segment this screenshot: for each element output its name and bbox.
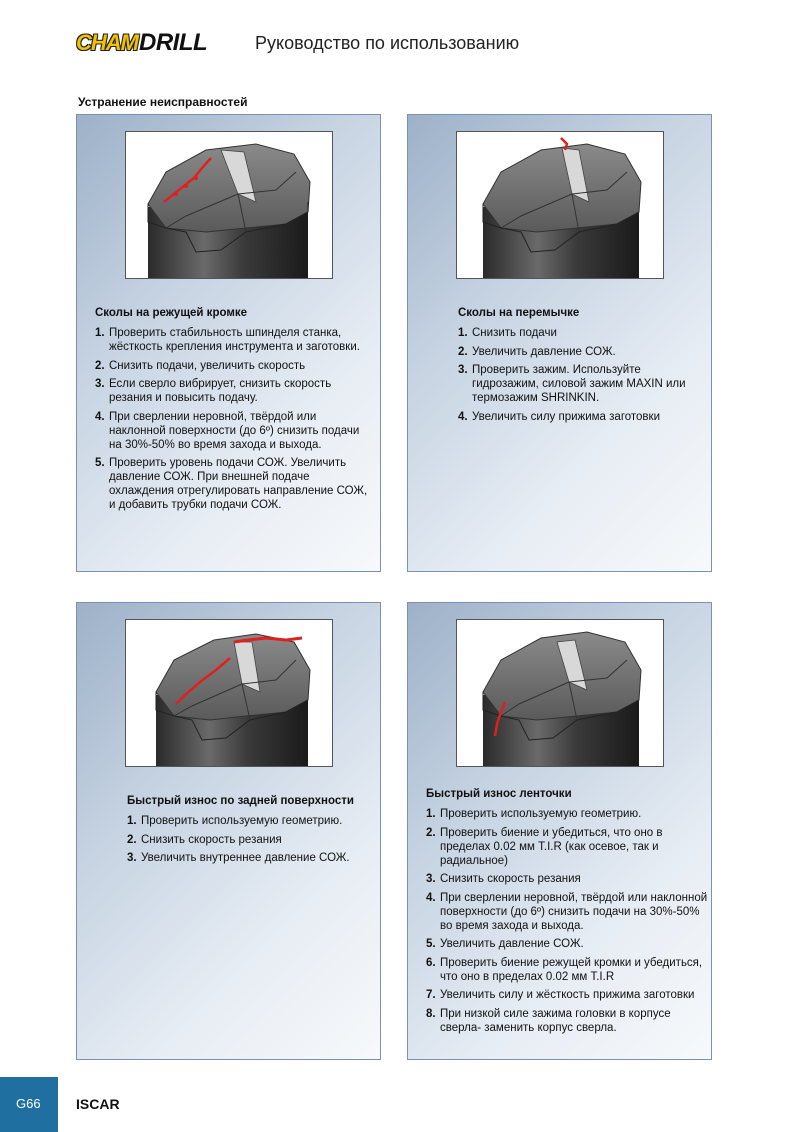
list-item (95, 410, 375, 452)
list-item (426, 826, 708, 868)
panel-text-4 (426, 787, 708, 1039)
item-number: 5. (426, 938, 436, 950)
section-title: Устранение неисправностей (78, 95, 248, 109)
item-number: 1. (458, 327, 468, 339)
panel-heading: Сколы на режущей кромке (95, 307, 247, 319)
list-item (426, 872, 708, 886)
drill-image-cutting-edge-chipping (125, 131, 333, 279)
item-text: Увеличить давление СОЖ. (472, 345, 616, 358)
item-text: Снизить подачи, увеличить скорость (109, 359, 306, 372)
item-number: 2. (426, 826, 436, 839)
panel-web-chipping (407, 114, 712, 572)
list-item (458, 326, 706, 340)
logo-cham-text: CHAM (76, 30, 138, 55)
item-text: Увеличить давление СОЖ. (440, 938, 584, 950)
item-text: Проверить уровень подачи СОЖ. Увеличить давление СОЖ. При внешней подаче охлаждения отрегулировать направление СОЖ, и добавить трубки подачи СОЖ. (109, 457, 368, 511)
list-item (426, 956, 708, 984)
item-number: 3. (95, 378, 105, 390)
item-number: 4. (95, 410, 105, 423)
item-number: 2. (127, 833, 137, 846)
item-number: 1. (95, 327, 105, 339)
panel-flank-wear (76, 602, 381, 1060)
list-item (127, 851, 375, 865)
list-item (127, 814, 375, 828)
item-number: 1. (426, 808, 436, 820)
item-number: 6. (426, 956, 436, 969)
item-text: Снизить подачи (472, 327, 557, 339)
footer-brand: ISCAR (76, 1096, 120, 1112)
item-number: 2. (458, 345, 468, 358)
panel-text-2 (458, 306, 706, 428)
list-item (95, 456, 375, 512)
panel-heading: Быстрый износ ленточки (426, 788, 572, 800)
item-text: Проверить используемую геометрию. (141, 815, 343, 827)
chamdrill-logo (76, 30, 207, 56)
item-number: 5. (95, 457, 105, 469)
item-text: Увеличить силу прижима заготовки (472, 410, 660, 423)
item-text: При сверлении неровной, твёрдой или наклонной поверхности (до 6º) снизить подачи на 30%-50% во время захода и выхода. (109, 410, 360, 451)
item-number: 4. (458, 410, 468, 423)
item-text: Снизить скорость резания (440, 873, 581, 885)
list-item (426, 1007, 708, 1035)
list-item (458, 410, 706, 424)
panel-heading: Быстрый износ по задней поверхности (127, 795, 354, 807)
item-text: Проверить биение режущей кромки и убедиться, что оно в пределах 0.02 мм T.I.R (440, 956, 703, 983)
list-item (95, 377, 375, 405)
list-item (426, 937, 708, 951)
list-item (426, 988, 708, 1002)
list-item (127, 833, 375, 847)
panel-margin-wear (407, 602, 712, 1060)
item-text: Увеличить силу и жёсткость прижима заготовки (440, 989, 695, 1001)
drill-image-margin-wear (456, 619, 664, 767)
page-title: Руководство по использованию (255, 33, 520, 53)
item-number: 3. (127, 852, 137, 864)
item-text: Увеличить внутреннее давление СОЖ. (141, 852, 350, 864)
list-item (458, 363, 706, 405)
item-number: 2. (95, 359, 105, 372)
logo-drill-text: DRILL (139, 29, 208, 56)
panel-cutting-edge-chipping (76, 114, 381, 572)
item-text: Проверить зажим. Используйте гидрозажим, силовой зажим MAXIN или термозажим SHRINKIN. (472, 364, 686, 404)
item-number: 7. (426, 989, 436, 1001)
item-number: 8. (426, 1007, 436, 1020)
list-item (426, 807, 708, 821)
item-text: Проверить биение и убедиться, что оно в пределах 0.02 мм T.I.R (как осевое, так и радиальное) (440, 826, 663, 867)
item-text: При низкой силе зажима головки в корпусе сверла- заменить корпус сверла. (440, 1007, 671, 1034)
drill-image-web-chipping (456, 131, 664, 279)
panel-heading: Сколы на перемычке (458, 307, 580, 319)
list-item (458, 345, 706, 359)
list-item (426, 891, 708, 933)
item-number: 3. (426, 873, 436, 885)
panel-text-1 (95, 306, 375, 517)
list-item (95, 326, 375, 354)
item-text: Проверить используемую геометрию. (440, 808, 642, 820)
item-text: Снизить скорость резания (141, 833, 282, 846)
drill-image-flank-wear (125, 619, 333, 767)
item-text: Если сверло вибрирует, снизить скорость резания и повысить подачу. (109, 378, 332, 404)
panel-text-3 (127, 794, 375, 870)
item-text: Проверить стабильность шпинделя станка, жёсткость крепления инструмента и заготовки. (109, 327, 360, 353)
page-number: G66 (16, 1096, 41, 1111)
item-number: 3. (458, 364, 468, 376)
item-text: При сверлении неровной, твёрдой или наклонной поверхности (до 6º) снизить подачи на 30%-50% во время захода и выхода. (440, 891, 708, 932)
list-item (95, 359, 375, 373)
item-number: 4. (426, 891, 436, 904)
item-number: 1. (127, 815, 137, 827)
